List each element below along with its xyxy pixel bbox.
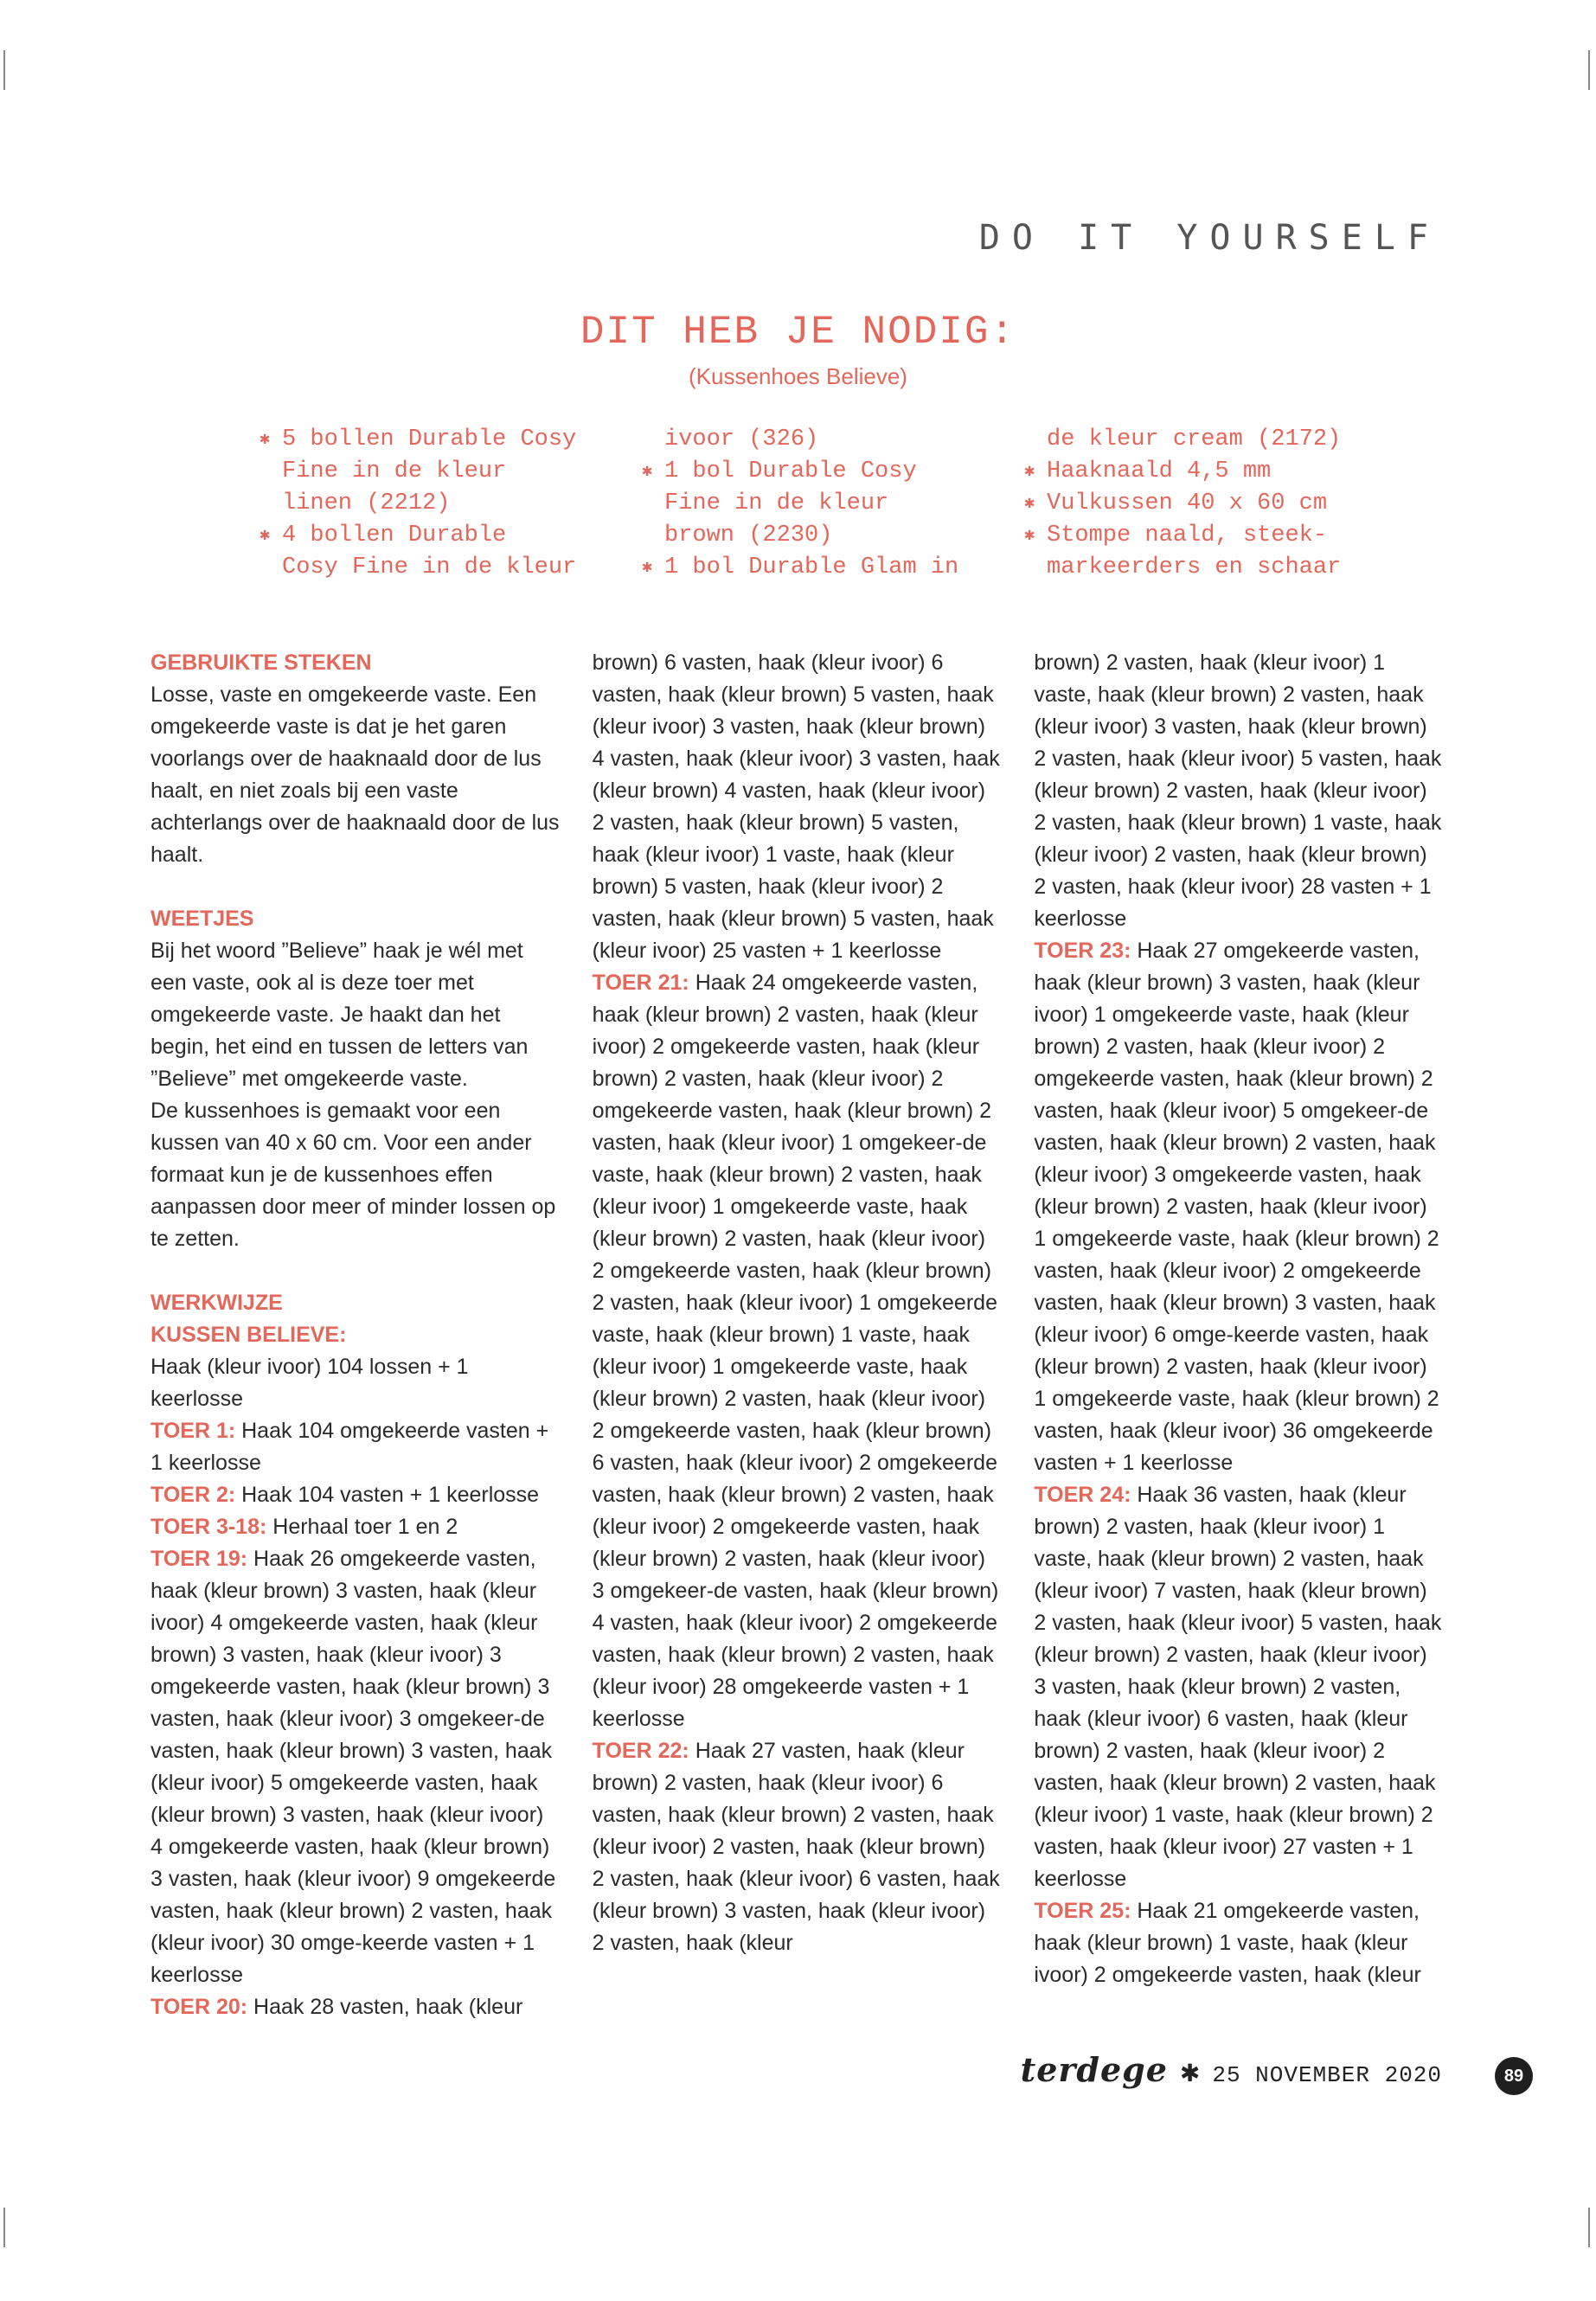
row-label: TOER 25: (1034, 1899, 1131, 1923)
materials-list (260, 424, 1375, 584)
row-text: Herhaal toer 1 en 2 (266, 1515, 458, 1539)
materials-item: ✱ 1 bol Durable Glam in (642, 552, 979, 584)
paragraph: Bij het woord ”Believe” haak je wél met een vaste, ook al is deze toer met omgekeerde vaste. Je haakt dan het begin, het eind en tussen de letters van ”Believe” met omgekeerde vaste. (151, 939, 529, 1091)
page-title: DIT HEB JE NODIG: (580, 310, 1016, 355)
crop-mark (3, 2208, 5, 2247)
row-label: TOER 20: (151, 1995, 248, 2019)
row-label: TOER 2: (151, 1483, 236, 1507)
row-label: TOER 21: (592, 971, 689, 995)
article-body (151, 647, 1445, 2023)
materials-item: ✱ 5 bollen Durable Cosy (260, 424, 597, 456)
instruction-row (151, 1415, 561, 1479)
materials-item: ✱ Haaknaald 4,5 mm (1024, 456, 1362, 488)
instruction-row (151, 1991, 561, 2023)
crop-mark (1588, 2208, 1590, 2247)
spacer (151, 871, 561, 903)
materials-item: ivoor (326) (664, 426, 819, 452)
paragraph: Losse, vaste en omgekeerde vaste. Een omgekeerde vaste is dat je het garen voorlangs over de haaknaald door de lus haalt, en niet zoals bij een vaste achterlangs over de haaknaald door de lus haalt. (151, 683, 560, 867)
paragraph: Haak (kleur ivoor) 104 lossen + 1 keerlosse (151, 1355, 469, 1411)
instruction-row (151, 1511, 561, 1543)
instruction-row (151, 1479, 561, 1511)
row-text: Haak 27 omgekeerde vasten, haak (kleur brown) 3 vasten, haak (kleur ivoor) 1 omgekeerde vaste, haak (kleur brown) 2 vasten, haak (kleur ivoor) 2 omgekeerde vasten, haak (kleur brown) 2 vasten, haak (kleur ivoor) 5 omgekeer-de vasten, haak (kleur brown) 2 vasten, haak (kleur ivoor) 3 omgekeerde vasten, haak (kleur brown) 2 vasten, haak (kleur ivoor) 1 omgekeerde vaste, haak (kleur brown) 2 vasten, haak (kleur ivoor) 2 omgekeerde vasten, haak (kleur brown) 3 vasten, haak (kleur ivoor) 6 omge-keerde vasten, haak (kleur brown) 2 vasten, haak (kleur ivoor) 1 omgekeerde vaste, haak (kleur brown) 2 vasten, haak (kleur ivoor) 36 omgekeerde vasten + 1 keerlosse (1034, 939, 1439, 1475)
instruction-row (1034, 1895, 1445, 1991)
crop-mark (1588, 50, 1590, 90)
row-text: Haak 104 vasten + 1 keerlosse (235, 1483, 540, 1507)
row-label: TOER 22: (592, 1739, 689, 1763)
crop-mark (3, 50, 5, 90)
spacer (151, 1255, 561, 1287)
section-heading: WEETJES (151, 907, 254, 931)
materials-item: Fine in de kleur (282, 458, 507, 484)
page-footer (1021, 2050, 1442, 2089)
brand-logo: terdege (1020, 2050, 1168, 2089)
section-heading: KUSSEN BELIEVE: (151, 1323, 347, 1347)
materials-item: linen (2212) (282, 490, 451, 516)
materials-item: ✱ Stompe naald, steek- (1024, 520, 1362, 552)
row-label: TOER 24: (1034, 1483, 1131, 1507)
row-text: Haak 28 vasten, haak (kleur (247, 1995, 523, 2019)
row-text: Haak 36 vasten, haak (kleur brown) 2 vasten, haak (kleur ivoor) 1 vaste, haak (kleur brown) 2 vasten, haak (kleur ivoor) 7 vasten, haak (kleur brown) 2 vasten, haak (kleur ivoor) 5 vasten, haak (kleur brown) 2 vasten, haak (kleur ivoor) 3 vasten, haak (kleur brown) 2 vasten, haak (kleur ivoor) 6 vasten, haak (kleur brown) 2 vasten, haak (kleur ivoor) 2 vasten, haak (kleur brown) 2 vasten, haak (kleur ivoor) 1 vaste, haak (kleur brown) 2 vasten, haak (kleur ivoor) 27 vasten + 1 keerlosse (1034, 1483, 1442, 1891)
star-icon: ✱ (1179, 2060, 1201, 2086)
row-text: Haak 104 omgekeerde vasten + 1 keerlosse (151, 1419, 549, 1475)
materials-item: ✱ 1 bol Durable Cosy (642, 456, 979, 488)
paragraph: brown) 2 vasten, haak (kleur ivoor) 1 vaste, haak (kleur brown) 2 vasten, haak (kleur ivoor) 3 vasten, haak (kleur brown) 2 vasten, haak (kleur ivoor) 5 vasten, haak (kleur brown) 2 vasten, haak (kleur ivoor) 2 vasten, haak (kleur brown) 1 vaste, haak (kleur ivoor) 2 vasten, haak (kleur brown) 2 vasten, haak (kleur ivoor) 28 vasten + 1 keerlosse (1034, 651, 1442, 931)
row-label: TOER 19: (151, 1547, 248, 1571)
row-text: Haak 24 omgekeerde vasten, haak (kleur brown) 2 vasten, haak (kleur ivoor) 2 omgekeerde vasten, haak (kleur brown) 2 vasten, haak (kleur ivoor) 2 omgekeerde vasten, haak (kleur brown) 2 vasten, haak (kleur ivoor) 1 omgekeer-de vaste, haak (kleur brown) 2 vasten, haak (kleur ivoor) 1 omgekeerde vaste, haak (kleur brown) 2 vasten, haak (kleur ivoor) 2 omgekeerde vasten, haak (kleur brown) 2 vasten, haak (kleur ivoor) 1 omgekeerde vaste, haak (kleur brown) 1 vaste, haak (kleur ivoor) 1 omgekeerde vaste, haak (kleur brown) 2 vasten, haak (kleur ivoor) 2 omgekeerde vasten, haak (kleur brown) 6 vasten, haak (kleur ivoor) 2 omgekeerde vasten, haak (kleur brown) 2 vasten, haak (kleur ivoor) 2 omgekeerde vasten, haak (kleur brown) 2 vasten, haak (kleur ivoor) 3 omgekeer-de vasten, haak (kleur brown) 4 vasten, haak (kleur ivoor) 2 omgekeerde vasten, haak (kleur brown) 2 vasten, haak (kleur ivoor) 28 omgekeerde vasten + 1 keerlosse (592, 971, 999, 1731)
row-text: Haak 27 vasten, haak (kleur brown) 2 vasten, haak (kleur ivoor) 6 vasten, haak (kleur brown) 2 vasten, haak (kleur ivoor) 2 vasten, haak (kleur brown) 2 vasten, haak (kleur ivoor) 6 vasten, haak (kleur brown) 3 vasten, haak (kleur ivoor) 2 vasten, haak (kleur (592, 1739, 1000, 1955)
page-number: 89 (1495, 2057, 1533, 2095)
materials-item: Fine in de kleur (664, 490, 889, 516)
instruction-row (1034, 935, 1445, 1479)
text-column (593, 647, 1003, 2023)
row-label: TOER 3-18: (151, 1515, 267, 1539)
materials-item: markeerders en schaar (1047, 554, 1342, 580)
section-heading: WERKWIJZE (151, 1291, 283, 1315)
row-label: TOER 1: (151, 1419, 236, 1443)
issue-date: 25 NOVEMBER 2020 (1212, 2062, 1442, 2088)
row-text: Haak 21 omgekeerde vasten, haak (kleur brown) 1 vaste, haak (kleur ivoor) 2 omgekeerde vasten, haak (kleur (1034, 1899, 1421, 1987)
instruction-row (151, 1543, 561, 1991)
page-subtitle: (Kussenhoes Believe) (689, 363, 907, 389)
materials-item: Cosy Fine in de kleur (282, 554, 577, 580)
instruction-row (593, 967, 1003, 1735)
row-label: TOER 23: (1034, 939, 1131, 963)
materials-item: de kleur cream (2172) (1047, 426, 1342, 452)
section-kicker: DO IT YOURSELF (978, 218, 1440, 258)
text-column (151, 647, 561, 2023)
paragraph: brown) 6 vasten, haak (kleur ivoor) 6 vasten, haak (kleur brown) 5 vasten, haak (kleur ivoor) 3 vasten, haak (kleur brown) 4 vasten, haak (kleur ivoor) 3 vasten, haak (kleur brown) 4 vasten, haak (kleur ivoor) 2 vasten, haak (kleur brown) 5 vasten, haak (kleur ivoor) 1 vaste, haak (kleur brown) 5 vasten, haak (kleur ivoor) 2 vasten, haak (kleur brown) 5 vasten, haak (kleur ivoor) 25 vasten + 1 keerlosse (592, 651, 1000, 963)
materials-column (642, 424, 979, 584)
instruction-row (593, 1735, 1003, 1959)
materials-column (1024, 424, 1362, 584)
row-text: Haak 26 omgekeerde vasten, haak (kleur brown) 3 vasten, haak (kleur ivoor) 4 omgekeerde vasten, haak (kleur brown) 3 vasten, haak (kleur ivoor) 3 omgekeerde vasten, haak (kleur brown) 3 vasten, haak (kleur ivoor) 3 omgekeer-de vasten, haak (kleur brown) 3 vasten, haak (kleur ivoor) 5 omgekeerde vasten, haak (kleur brown) 3 vasten, haak (kleur ivoor) 4 omgekeerde vasten, haak (kleur brown) 3 vasten, haak (kleur ivoor) 9 omgekeerde vasten, haak (kleur brown) 2 vasten, haak (kleur ivoor) 30 omge-keerde vasten + 1 keerlosse (151, 1547, 556, 1987)
instruction-row (1034, 1479, 1445, 1895)
materials-column (260, 424, 597, 584)
materials-item: ✱ 4 bollen Durable (260, 520, 597, 552)
paragraph: De kussenhoes is gemaakt voor een kussen van 40 x 60 cm. Voor een ander formaat kun je de kussenhoes effen aanpassen door meer of minder lossen op te zetten. (151, 1099, 556, 1251)
materials-item: ✱ Vulkussen 40 x 60 cm (1024, 488, 1362, 520)
text-column (1034, 647, 1445, 2023)
materials-item: brown (2230) (664, 522, 833, 548)
section-heading: GEBRUIKTE STEKEN (151, 651, 372, 675)
